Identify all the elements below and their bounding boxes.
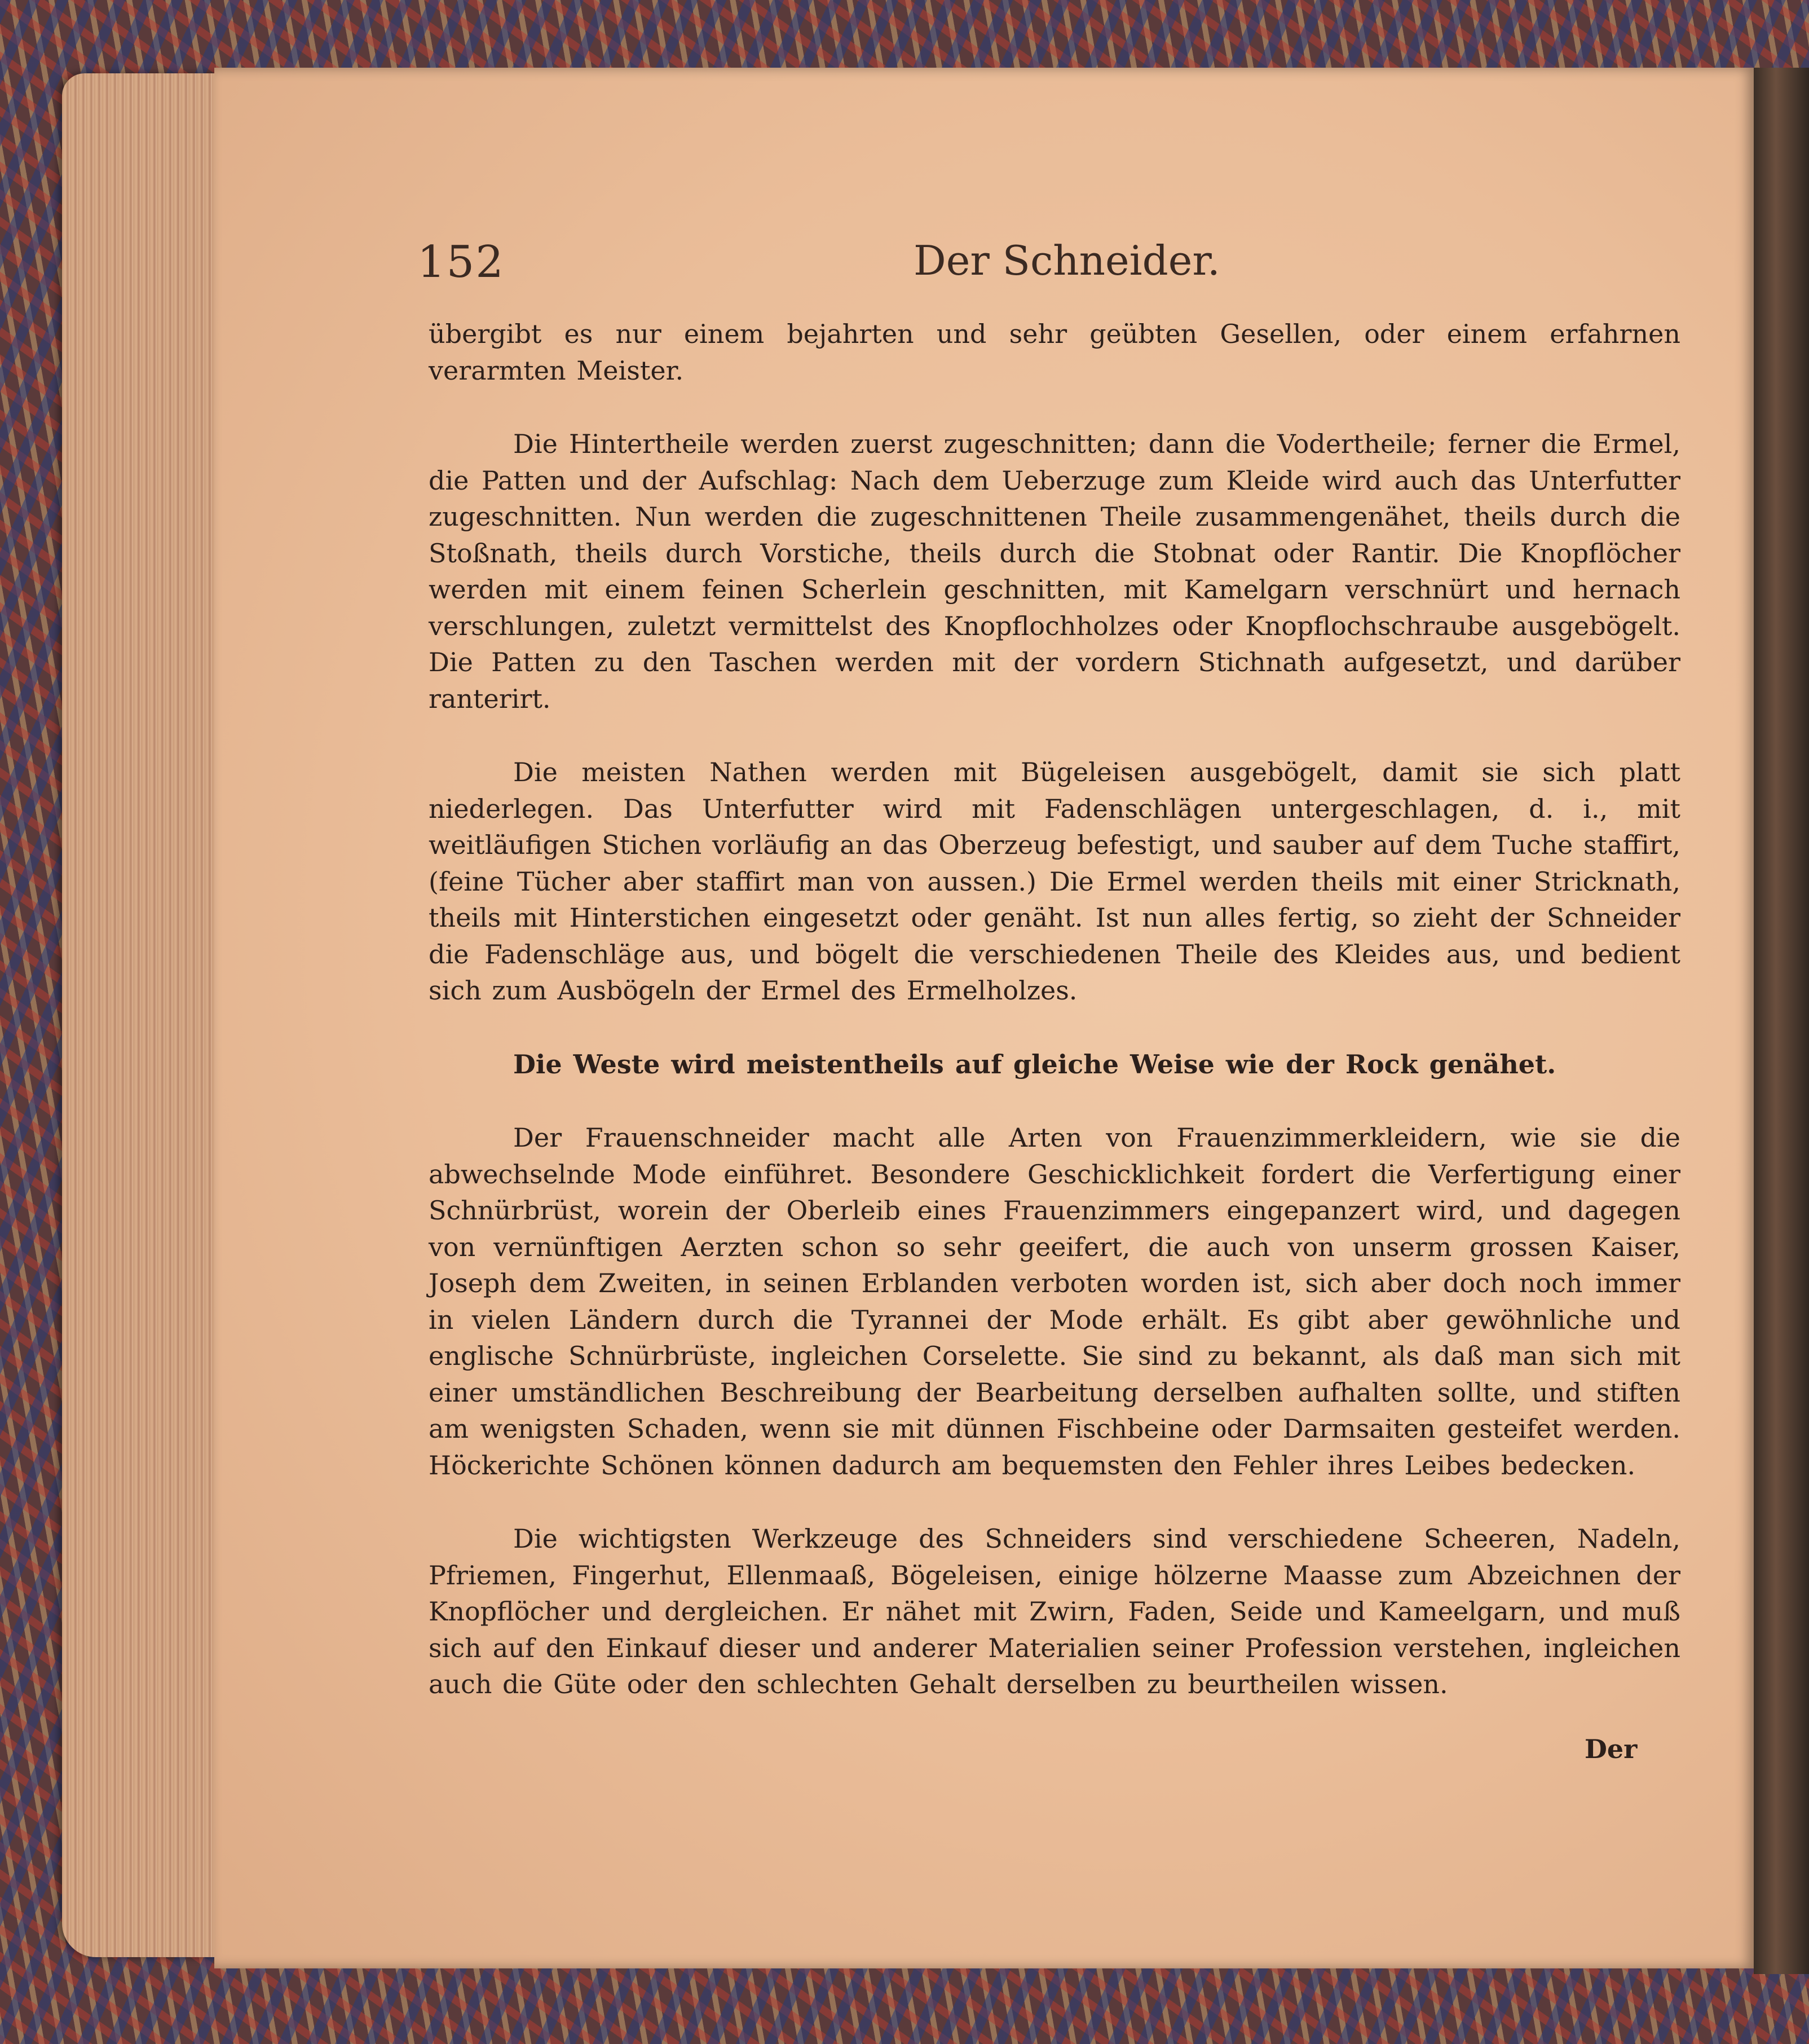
running-head-title: Der Schneider.	[914, 237, 1220, 284]
paragraph: Die Weste wird meistentheils auf gleiche Weise wie der Rock genähet.	[513, 1049, 1556, 1080]
paragraph-continuation: übergibt es nur einem bejahrten und sehr geübten Gesellen, oder einem erfahrnen verarmten Meister.	[429, 319, 1680, 386]
running-head	[417, 237, 1686, 299]
page-number: 152	[417, 237, 505, 288]
paragraph: Der Frauenschneider macht alle Arten von Frauenzimmerkleidern, wie sie die abwechselnde Mode einführet. Besondere Geschicklichkeit fordert die Verfertigung einer Schnürbrüst, worein der Oberleib eines Frauenzimmers eingepanzert wird, und dagegen von vernünftigen Aerzten schon so sehr geeifert, die auch von unserm grossen Kaiser, Joseph dem Zweiten, in seinen Erblanden verboten worden ist, sich aber doch noch immer in vielen Ländern durch die Tyrannei der Mode erhält. Es gibt aber gewöhnliche und englische Schnürbrüste, ingleichen Corselette. Sie sind zu bekannt, als daß man sich mit einer umständlichen Beschreibung der Bearbeitung derselben aufhalten sollte, und stiften am wenigsten Schaden, wenn sie mit dünnen Fischbeine oder Darmsaiten gesteifet werden. Höckerichte Schönen können dadurch am bequemsten den Fehler ihres Leibes bedecken.	[429, 1122, 1680, 1481]
page-block-edges	[62, 73, 231, 1957]
catchword: Der	[1585, 1734, 1638, 1764]
paragraph: Die Hintertheile werden zuerst zugeschnitten; dann die Vodertheile; ferner die Ermel, die Patten und der Aufschlag: Nach dem Ueberzuge zum Kleide wird auch das Unterfutter zugeschnitten. Nun werden die zugeschnittenen Theile zusammengenähet, theils durch die Stoßnath, theils durch Vorstiche, theils durch die Stobnat oder Rantir. Die Knopflöcher werden mit einem feinen Scherlein geschnitten, mit Kamelgarn verschnürt und hernach verschlungen, zuletzt vermittelst des Knopflochholzes oder Knopflochschraube ausgebögelt. Die Patten zu den Taschen werden mit der vordern Stichnath aufgesetzt, und darüber ranterirt.	[429, 429, 1680, 714]
paragraph: Die meisten Nathen werden mit Bügeleisen ausgebögelt, damit sie sich platt niederlegen. Das Unterfutter wird mit Fadenschlägen untergeschlagen, d. i., mit weitläufigen Stichen vorläufig an das Oberzeug befestigt, und sauber auf dem Tuche staffirt, (feine Tücher aber staffirt man von aussen.) Die Ermel werden theils mit einer Stricknath, theils mit Hinterstichen eingesetzt oder genäht. Ist nun alles fertig, so zieht der Schneider die Fadenschläge aus, und bögelt die verschiedenen Theile des Kleides aus, und bedient sich zum Ausbögeln der Ermel des Ermelholzes.	[429, 757, 1680, 1006]
facing-page-edge	[1754, 68, 1809, 1974]
body-text	[429, 316, 1680, 1703]
paragraph: Die wichtigsten Werkzeuge des Schneiders sind verschiedene Scheeren, Nadeln, Pfriemen, Fingerhut, Ellenmaaß, Bögeleisen, einige hölzerne Maasse zum Abzeichnen der Knopflöcher und dergleichen. Er nähet mit Zwirn, Faden, Seide und Kameelgarn, und muß sich auf den Einkauf dieser und anderer Materialien seiner Profession verstehen, ingleichen auch die Güte oder den schlechten Gehalt derselben zu beurtheilen wissen.	[429, 1523, 1680, 1699]
